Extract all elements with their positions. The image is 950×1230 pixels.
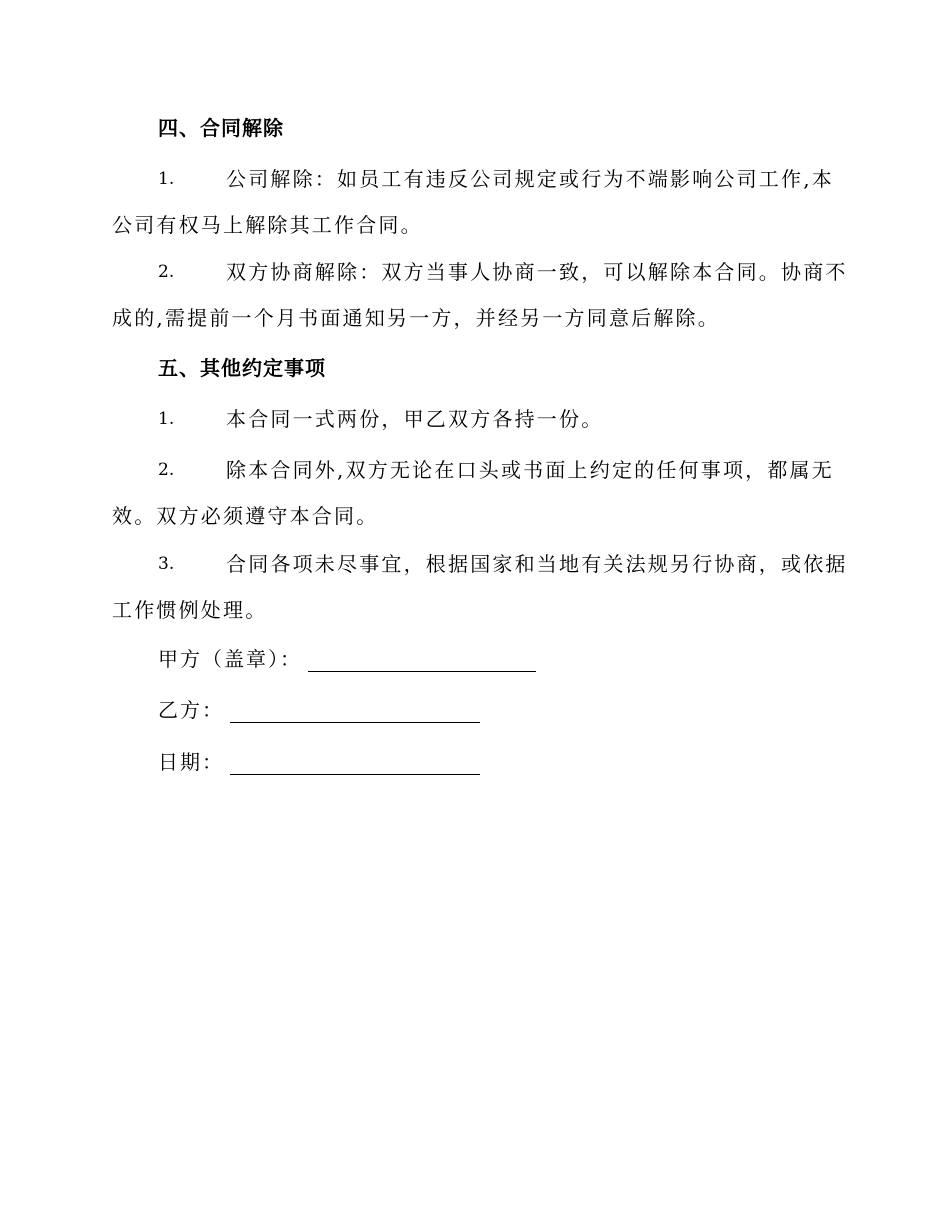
clause-text-continued: 公司有权马上解除其工作合同。 (112, 213, 423, 237)
clause-number: 3. (158, 554, 175, 574)
clause-text-continued: 工作惯例处理。 (112, 598, 268, 622)
clause-text-continued: 成的,需提前一个月书面通知另一方，并经另一方同意后解除。 (112, 306, 720, 330)
clause-text: 双方协商解除：双方当事人协商一致，可以解除本合同。协商不 (226, 260, 848, 284)
section-heading-other-terms: 五、其他约定事项 (158, 356, 326, 380)
clause-line (112, 447, 832, 493)
clause-line (112, 249, 848, 295)
clause-text-continued: 效。双方必须遵守本合同。 (112, 504, 379, 528)
clause-line (112, 396, 832, 442)
clause-4-2 (112, 249, 848, 341)
section-heading-termination: 四、合同解除 (158, 116, 284, 140)
clause-text: 公司解除：如员工有违反公司规定或行为不端影响公司工作,本 (226, 167, 834, 191)
clause-number: 1. (158, 169, 175, 189)
clause-line (112, 295, 832, 341)
clause-text: 本合同一式两份，甲乙双方各持一份。 (226, 407, 604, 431)
party-a-label: 甲方（盖章）： (158, 647, 302, 671)
party-b-signature-line[interactable] (230, 702, 480, 723)
party-a-signature-line[interactable] (308, 651, 536, 672)
clause-number: 2. (158, 460, 175, 480)
clause-line (112, 541, 848, 587)
clause-5-2 (112, 447, 832, 539)
clause-line (112, 202, 832, 248)
clause-5-3 (112, 541, 848, 633)
party-b-label: 乙方： (158, 698, 224, 722)
date-label: 日期： (158, 750, 224, 774)
clause-number: 1. (158, 409, 175, 429)
signature-party-b (158, 697, 480, 723)
date-line[interactable] (230, 754, 480, 775)
signature-date (158, 749, 480, 775)
clause-text: 合同各项未尽事宜，根据国家和当地有关法规另行协商，或依据 (226, 552, 848, 576)
clause-line (112, 493, 832, 539)
clause-4-1 (112, 156, 832, 248)
signature-party-a (158, 646, 536, 672)
clause-number: 2. (158, 262, 175, 282)
clause-line (112, 156, 832, 202)
clause-text: 除本合同外,双方无论在口头或书面上约定的任何事项，都属无 (226, 458, 834, 482)
clause-line (112, 587, 832, 633)
clause-5-1 (112, 396, 832, 442)
